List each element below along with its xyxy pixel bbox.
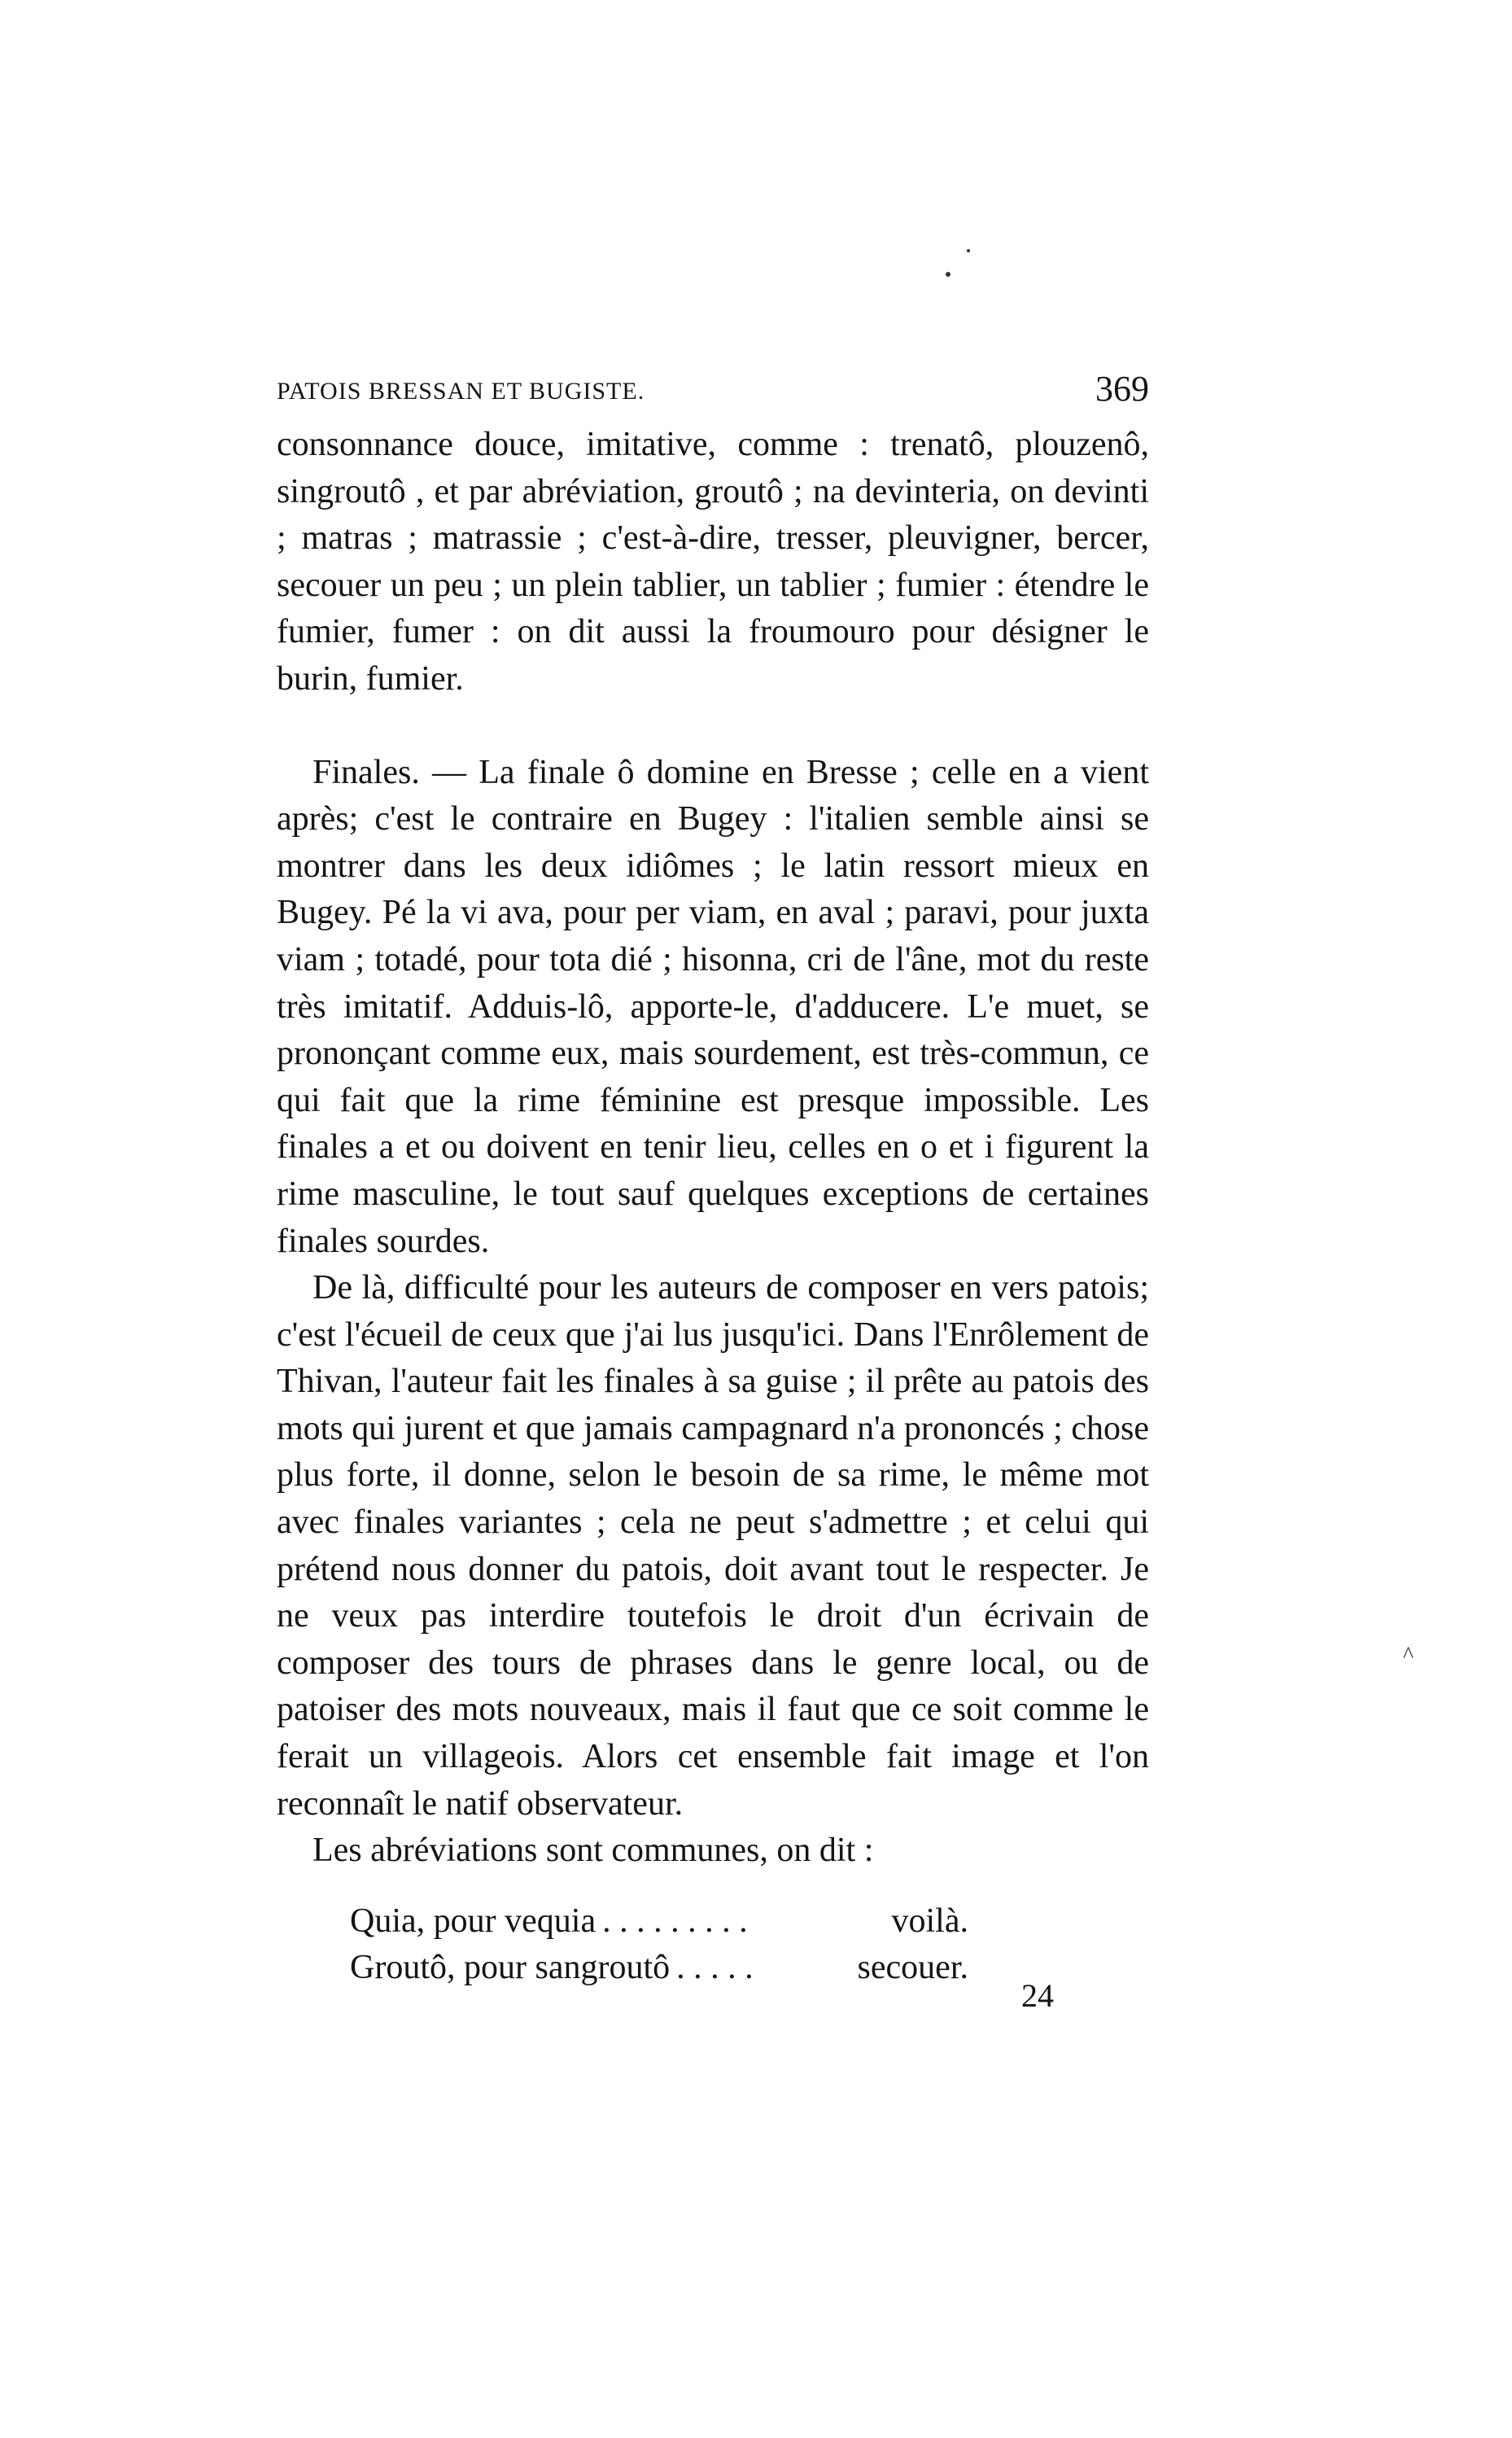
paragraph-continuation: consonnance douce, imitative, comme : trenatô, plouzenô, singroutô , et par abréviation, groutô ; na devinteria, on devinti ; matras ; matrassie ; c'est-à-dire, tresser, pleuvigner, bercer, secouer un peu ; un plein tablier, un tablier ; fumier : étendre le fumier, fumer : on dit aussi la froumouro pour désigner le burin, fumier. — [277, 426, 1149, 698]
caret-mark: ^ — [1403, 1643, 1414, 1668]
page-header — [277, 368, 1149, 417]
page-number: 369 — [1095, 369, 1149, 409]
abbreviation-term: Groutô, pour sangroutô — [350, 1949, 671, 1987]
list-item — [350, 1898, 968, 1946]
paragraph-finales: Finales. — La finale ô domine en Bresse ; celle en a vient après; c'est le contraire en Bugey : l'italien semble ainsi se montrer dans les deux idiômes ; le latin ressort mieux en Bugey. Pé la vi ava, pour per viam, en aval ; paravi, pour juxta viam ; totadé, pour tota dié ; hisonna, cri de l'âne, mot du reste très imitatif. Adduis-lô, apporte-le, d'adducere. L'e muet, se prononçant comme eux, mais sourdement, est très-commun, ce qui fait que la rime féminine est presque impossible. Les finales a et ou doivent en tenir lieu, celles en o et i figurent la rime masculine, le tout sauf quelques exceptions de certaines finales sourdes. — [277, 753, 1149, 1260]
paragraph-abreviations: Les abréviations sont communes, on dit : — [312, 1832, 874, 1870]
abbreviation-gloss: voilà. — [891, 1902, 968, 1940]
page-body — [277, 422, 1149, 1992]
signature-mark: 24 — [1021, 1977, 1054, 2014]
leader-dots: . . . . . . . . . — [602, 1902, 748, 1940]
print-speck — [946, 272, 950, 277]
running-head: PATOIS BRESSAN ET BUGISTE. — [277, 378, 645, 405]
paragraph-difficulte: De là, difficulté pour les auteurs de composer en vers patois; c'est l'écueil de ceux que j'ai lus jusqu'ici. Dans l'Enrôlement de Thivan, l'auteur fait les finales à sa guise ; il prête au patois des mots qui jurent et que jamais campagnard n'a prononcés ; chose plus forte, il donne, selon le besoin de sa rime, le même mot avec finales variantes ; cela ne peut s'admettre ; et celui qui prétend nous donner du patois, doit avant tout le respecter. Je ne veux pas interdire toutefois le droit d'un écrivain de composer des tours de phrases dans le genre local, ou de patoiser des mots nouveaux, mais il faut que ce soit comme le ferait un villageois. Alors cet ensemble fait image et l'on reconnaît le natif observateur. — [277, 1269, 1149, 1823]
abbreviation-list — [277, 1898, 1149, 1992]
leader-dots: . . . . . — [676, 1949, 754, 1987]
list-item — [350, 1945, 968, 1992]
abbreviation-term: Quia, pour vequia — [350, 1902, 596, 1940]
print-speck — [967, 249, 970, 252]
abbreviation-gloss: secouer. — [857, 1949, 968, 1987]
